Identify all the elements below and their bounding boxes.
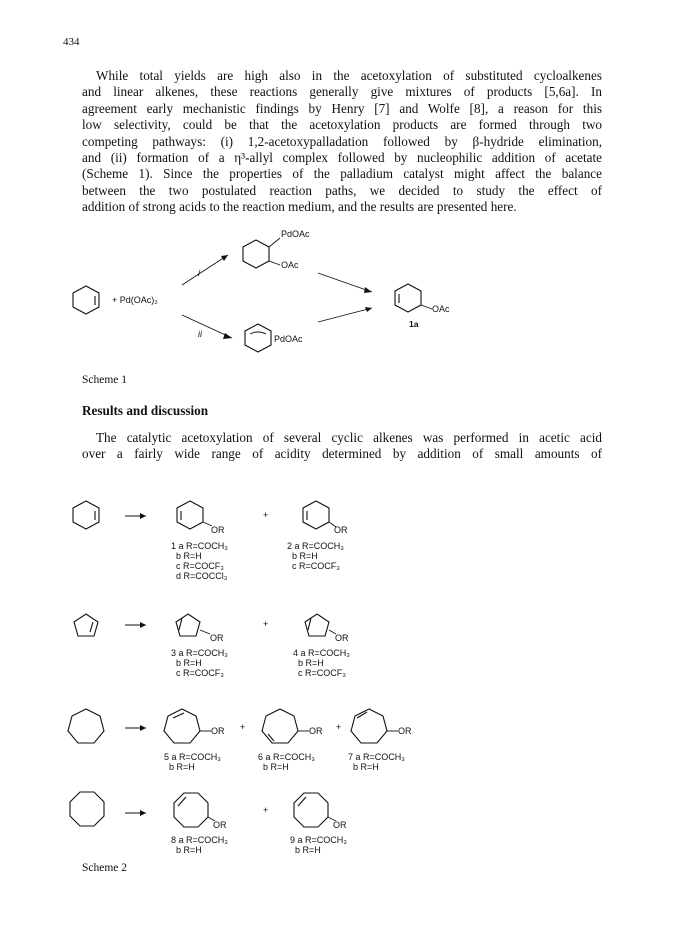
chem-label: OR [398,726,412,736]
chem-label: 4 a R=COCH₃ [293,648,350,658]
allyl-bond [250,332,266,334]
results-paragraph [82,430,602,463]
bond-line [68,709,104,743]
chem-label: 1 a R=COCH₃ [171,541,228,551]
chem-label: 6 a R=COCH₃ [258,752,315,762]
chem-label: b R=H [176,658,202,668]
bond-line [269,261,280,265]
upper-pdoac-label: PdOAc [281,229,310,239]
bond-line [140,622,146,628]
bond-line [269,238,280,247]
text-line: between the two postulated reaction paths, we decided to study the effect of [82,182,602,198]
chem-label: c R=COCF₃ [176,561,224,571]
row-2-cyclopentene [74,614,350,678]
chem-label: + [263,510,269,520]
path-ii-label: ii [198,329,202,339]
bond-line [174,793,208,827]
chem-label: OR [333,820,347,830]
text-line: (Scheme 1). Since the properties of the palladium catalyst might affect the balance [82,166,602,182]
bond-line [173,713,184,718]
lower-allyl-ring [245,324,271,352]
chem-label: c R=COCF₃ [298,668,346,678]
bond-line [74,614,98,636]
text-line: and (ii) formation of a η³-allyl complex followed by nucleophilic addition of acetate [82,150,602,166]
bond-line [364,287,372,293]
bond-line [176,614,200,636]
chem-label: 3 a R=COCH₃ [171,648,228,658]
bond-line [70,792,104,826]
bond-line [140,513,146,519]
text-line: While total yields are high also in the acetoxylation of substituted cycloalkenes [96,68,602,83]
bond-line [294,793,328,827]
chem-label: OR [211,726,225,736]
chem-label: 7 a R=COCH₃ [348,752,405,762]
chem-label: b R=H [298,658,324,668]
product-oac-label: OAc [432,304,450,314]
arrow-lower-to-product [318,308,372,322]
path-i-label: i [198,268,200,278]
chem-label: OR [213,820,227,830]
text-line: and linear alkenes, these reactions generally give mixtures of products [5,6a]. In [82,84,602,100]
lower-pdoac-label: PdOAc [274,334,303,344]
chem-label: + [336,722,342,732]
row-1-cyclohexene [73,501,348,581]
text-line: over a fairly wide range of acidity determined by addition of small amounts of [82,446,602,462]
page-number: 434 [63,36,80,48]
chem-label: OR [334,525,348,535]
bond-line [262,709,298,743]
upper-oac-label: OAc [281,260,299,270]
bond-line [200,630,210,634]
chem-label: + [240,722,246,732]
scheme-2-diagram [0,490,680,870]
arrow-path-i [182,255,228,285]
bond-line [223,333,232,339]
chem-label: OR [335,633,349,643]
bond-line [365,307,372,312]
text-line: competing pathways: (i) 1,2-acetoxypalladation followed by β-hydride elimination, [82,133,602,149]
scheme-1-caption: Scheme 1 [82,374,128,386]
chem-label: d R=COCCl₃ [176,571,228,581]
chem-label: + [263,805,269,815]
chem-label: OR [210,633,224,643]
bond-line [305,614,329,636]
bond-line [221,255,228,261]
section-heading: Results and discussion [82,403,209,418]
chem-label: 2 a R=COCH₃ [287,541,344,551]
chem-label: c R=COCF₃ [292,561,340,571]
bond-line [90,622,93,632]
bond-line [421,305,432,309]
chem-label: b R=H [353,762,379,772]
chem-label: b R=H [169,762,195,772]
text-line: addition of strong acids to the reaction medium, and the results are presented here. [82,199,517,215]
arrow-upper-to-product [318,273,372,292]
chem-label: c R=COCF₃ [176,668,224,678]
chem-label: 8 a R=COCH₃ [171,835,228,845]
bond-line [140,725,146,731]
product-number: 1a [409,319,419,329]
chem-label: OR [309,726,323,736]
text-line: The catalytic acetoxylation of several cyclic alkenes was performed in acetic acid [96,430,602,445]
chem-label: b R=H [295,845,321,855]
bond-line [140,810,146,816]
chem-label: b R=H [263,762,289,772]
text-line: agreement early mechanistic findings by Henry [7] and Wolfe [8], a reason for this [82,100,602,116]
scheme-2-caption: Scheme 2 [82,862,128,874]
chem-label: b R=H [292,551,318,561]
chem-label: + [263,619,269,629]
row-3-cycloheptene [68,709,412,772]
upper-intermediate-ring [243,240,269,268]
chem-label: b R=H [176,845,202,855]
chem-label: 5 a R=COCH₃ [164,752,221,762]
chem-label: 9 a R=COCH₃ [290,835,347,845]
scheme-1-diagram [0,222,680,362]
text-line: low selectivity, could be that the acetoxylation products are formed through two [82,117,602,133]
bond-line [351,709,387,743]
intro-paragraph [82,68,602,216]
row-4-cyclooctene [70,792,347,855]
reagent-label: + Pd(OAc)₂ [112,295,158,305]
chem-label: b R=H [176,551,202,561]
chem-label: OR [211,525,225,535]
